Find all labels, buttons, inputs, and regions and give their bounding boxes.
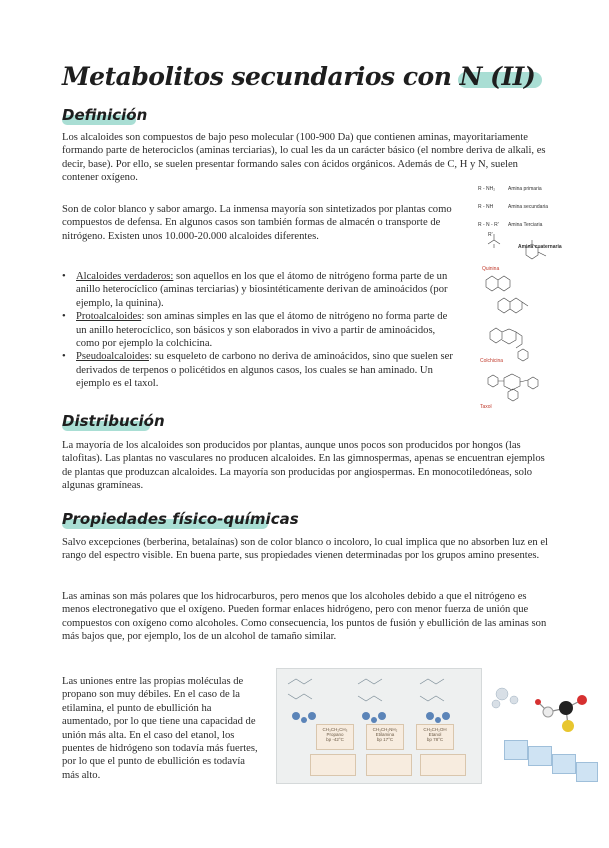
alkaloid-structures-drawing	[478, 182, 556, 414]
label-quinina: Quinina	[482, 266, 500, 272]
compound-card-etilamina	[366, 724, 404, 750]
list-item-text: : su esqueleto de carbono no deriva de aminoácidos, sino que suelen ser derivados de terpenos o policétidos en algunos casos, los cuales se han aminado. Un ejemplo es el taxol.	[76, 351, 453, 390]
definicion-paragraph-1: Los alcaloides son compuestos de bajo peso molecular (100-900 Da) que contienen aminas, mayoritariamente formando parte de heterociclos (aminas terciarias), lo cual les da un carácter básico (el nombre deriva de alkali, es decir, base). Por ello, se suelen presentar formando sales con ácidos orgánicos. Además de C, H y N, suelen contener oxígeno.	[62, 132, 546, 184]
propiedades-paragraph-3: Las uniones entre las propias moléculas de propano son muy débiles. En el caso de la etilamina, el punto de ebullición ha aumentado, por lo que tiene una capacidad de unión más alta. En el caso del etanol, los puentes de hidrógeno son todavía más fuertes, por lo que el punto de ebullición es todavía más alto.	[62, 676, 258, 781]
propiedades-paragraph-2: Las aminas son más polares que los hidrocarburos, pero menos que los alcoholes debido a que el nitrógeno es menos electronegativo que el oxígeno. Pueden formar enlaces hidrógeno, pero con menor fuerza de unión que compuestos con oxígeno como alcoholes. Como consecuencia, los puntos de fusión y ebullición de las aminas son más bajos que, por ejemplo, los de un alcohol de tamaño similar.	[62, 591, 547, 643]
molecule-tile	[504, 740, 528, 760]
compound-formula: CH₃CH₂CH₃	[322, 727, 348, 732]
term-protoalcaloides: Protoalcaloides	[76, 311, 142, 323]
label-colchicina: Colchicina	[480, 358, 504, 364]
amine-formula: R - N - R'	[478, 222, 499, 228]
heading-text: Definición	[62, 106, 148, 124]
compound-formula: CH₃CH₂OH	[423, 727, 447, 732]
page-title: Metabolitos secundarios con N (II)	[62, 62, 536, 91]
amine-name: Amina primaria	[508, 186, 542, 192]
term-pseudoalcaloides: Pseudoalcaloides	[76, 351, 149, 363]
molecule-tile	[528, 746, 552, 766]
molecule-tile	[576, 762, 598, 782]
amine-name: Amina secundaria	[508, 204, 549, 210]
definicion-paragraph-2: Son de color blanco y sabor amargo. La inmensa mayoría son sintetizados por plantas como compuestos de defensa. En algunos casos son también formas de almacén o transporte de nitrógeno. Existen unos 10.000-20.000 alcaloides diferentes.	[62, 204, 452, 242]
propiedades-paragraph-1: Salvo excepciones (berberina, betalaínas) son de color blanco o incoloro, lo cual implica que no absorben luz en el rango del espectro visible. En buena parte, sus propiedades vienen determinadas por los grupos amino presentes.	[62, 537, 548, 562]
boiling-points-figure	[270, 664, 600, 786]
amine-name: Amina cuaternaria	[518, 244, 562, 250]
amine-formula: R'	[488, 232, 493, 238]
distribucion-paragraph: La mayoría de los alcaloides son producidos por plantas, aunque unos pocos son producidos por hongos (las talofitas). Las plantas no vasculares no producen alcaloides. En las gimnospermas, apenas se encuentran ejemplos de plantas que produzcan alcaloides. La mayoría son producidas por angiospermas. En monocotiledóneas, solo algunas gramíneas.	[62, 440, 545, 492]
compound-boiling-point: bp 78°C	[426, 737, 444, 742]
heading-text: Propiedades físico-químicas	[62, 510, 299, 528]
heading-distribucion	[62, 412, 165, 430]
compound-name: Etanol	[428, 732, 442, 737]
term-alcaloides-verdaderos: Alcaloides verdaderos:	[76, 271, 174, 282]
molecule-tile	[552, 754, 576, 774]
list-item-text: : son aminas simples en las que el átomo de nitrógeno no forma parte de un anillo heterocíclico, son básicos y son elaborados in vivo a partir de aminoácidos, como por ejemplo la colchicina.	[76, 311, 448, 350]
heading-propiedades	[62, 510, 299, 528]
compound-name: Etilamina	[375, 732, 395, 737]
amines-structures-figure	[478, 182, 562, 414]
amine-name: Amina Terciaria	[508, 222, 543, 228]
list-item-text: son aquellos en los que el átomo de nitrógeno forma parte de un anillo heterocíclico (aminas terciarias) y biosintéticamente derivan de aminoácidos (por ejemplo, la quinina).	[76, 271, 448, 309]
compound-formula: CH₃CH₂NH₂	[372, 727, 398, 732]
compound-card-detail	[310, 754, 356, 776]
list-item	[62, 270, 460, 310]
compound-boiling-point: bp 17°C	[376, 737, 394, 742]
heading-definicion	[62, 106, 147, 124]
heading-text: Distribución	[62, 412, 165, 430]
compound-name: Propano	[326, 732, 344, 737]
label-taxol: Taxol	[480, 404, 492, 410]
compound-card-propano	[316, 724, 354, 750]
amine-formula: R - NH₂	[478, 186, 496, 192]
compound-card-detail	[366, 754, 412, 776]
amine-formula: R - NH	[478, 204, 494, 210]
list-item	[62, 310, 460, 350]
alkaloid-types-list	[62, 270, 460, 391]
list-item	[62, 350, 460, 390]
compound-card-detail	[420, 754, 466, 776]
compound-boiling-point: bp -42°C	[326, 737, 344, 742]
compound-card-etanol	[416, 724, 454, 750]
